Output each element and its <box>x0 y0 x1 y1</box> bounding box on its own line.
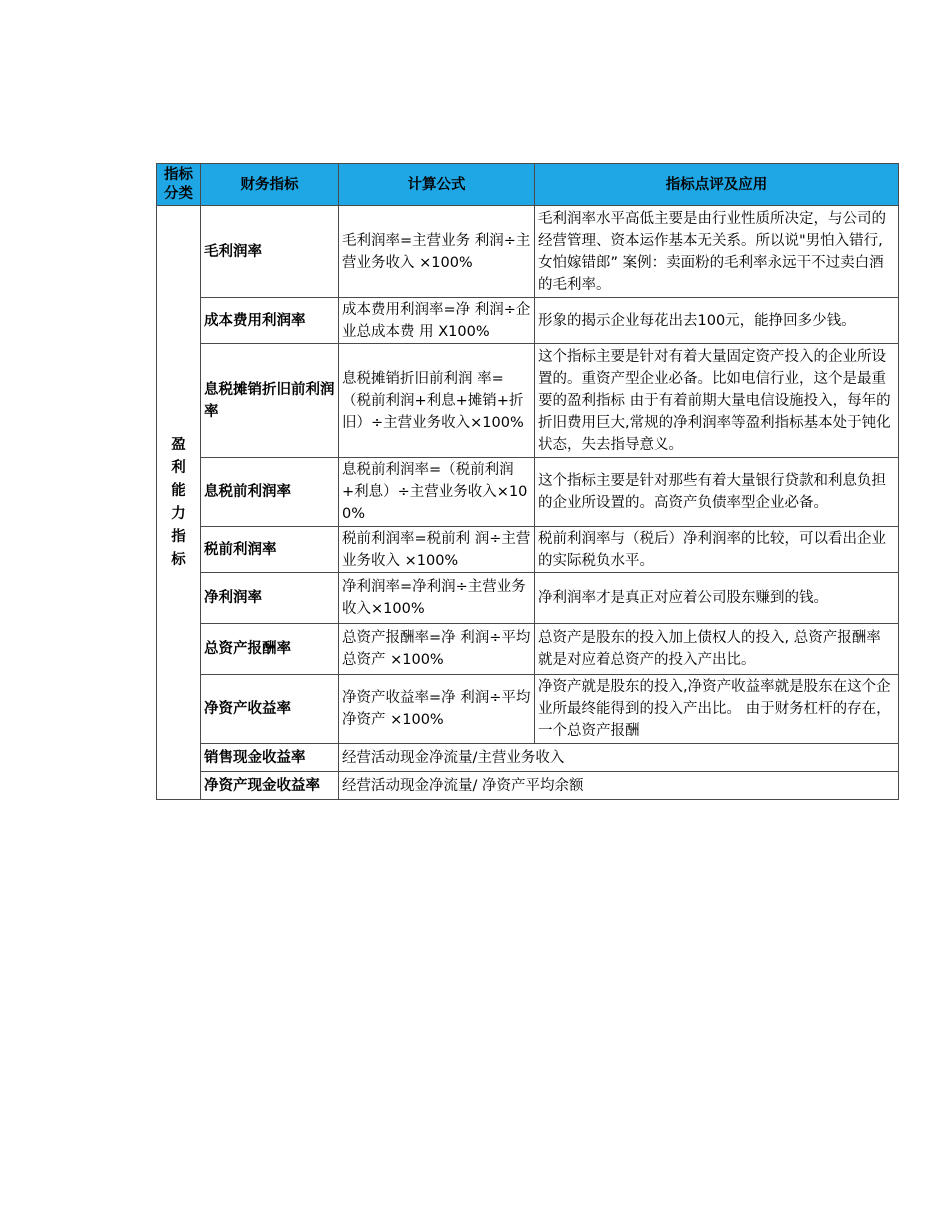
indicator-name: 销售现金收益率 <box>201 744 339 772</box>
formula-cell: 净利润率=净利润÷主营业务收入×100% <box>339 573 535 624</box>
comment-cell: 形象的揭示企业每花出去100元，能挣回多少钱。 <box>535 298 899 344</box>
table-row <box>157 772 899 800</box>
comment-cell: 这个指标主要是针对有着大量固定资产投入的企业所设置的。重资产型企业必备。比如电信行业，这个是最重要的盈利指标 由于有着前期大量电信设施投入，每年的折旧费用巨大,常规的净利润率等盈利指标基本处于钝化状态，失去指导意义。 <box>535 344 899 458</box>
category-char: 利 <box>171 459 186 476</box>
financial-indicators-table <box>156 163 899 800</box>
indicator-name: 息税摊销折旧前利润率 <box>201 344 339 458</box>
indicator-name: 息税前利润率 <box>201 458 339 527</box>
formula-cell: 总资产报酬率=净 利润÷平均总资产 ×100% <box>339 624 535 675</box>
header-category: 指标分类 <box>157 164 201 206</box>
formula-cell: 净资产收益率=净 利润÷平均净资产 ×100% <box>339 675 535 744</box>
category-char: 盈 <box>171 436 186 453</box>
formula-cell: 经营活动现金净流量/主营业务收入 <box>339 744 899 772</box>
indicator-name: 成本费用利润率 <box>201 298 339 344</box>
comment-cell: 总资产是股东的投入加上债权人的投入, 总资产报酬率就是对应着总资产的投入产出比。 <box>535 624 899 675</box>
table-row <box>157 527 899 573</box>
category-char: 指 <box>171 528 186 545</box>
indicator-name: 净利润率 <box>201 573 339 624</box>
header-indicator: 财务指标 <box>201 164 339 206</box>
table-row <box>157 458 899 527</box>
category-char: 力 <box>171 505 186 522</box>
formula-cell: 息税摊销折旧前利润 率=（税前利润+利息+摊销+折旧）÷主营业务收入×100% <box>339 344 535 458</box>
table-row <box>157 675 899 744</box>
comment-cell: 净利润率才是真正对应着公司股东赚到的钱。 <box>535 573 899 624</box>
comment-cell: 毛利润率水平高低主要是由行业性质所决定，与公司的经营管理、资本运作基本无关系。所以说"男怕入错行,女怕嫁错郎” 案例：卖面粉的毛利率永远干不过卖白酒的毛利率。 <box>535 206 899 298</box>
category-cell <box>157 206 201 800</box>
table-header-row <box>157 164 899 206</box>
table-row <box>157 298 899 344</box>
comment-cell: 这个指标主要是针对那些有着大量银行贷款和利息负担的企业所设置的。高资产负债率型企业必备。 <box>535 458 899 527</box>
table-row <box>157 206 899 298</box>
table-row <box>157 744 899 772</box>
formula-cell: 成本费用利润率=净 利润÷企业总成本费 用 X100% <box>339 298 535 344</box>
category-char: 能 <box>171 482 186 499</box>
indicator-name: 净资产收益率 <box>201 675 339 744</box>
indicator-name: 税前利润率 <box>201 527 339 573</box>
header-formula: 计算公式 <box>339 164 535 206</box>
comment-cell: 税前利润率与（税后）净利润率的比较，可以看出企业的实际税负水平。 <box>535 527 899 573</box>
indicator-name: 毛利润率 <box>201 206 339 298</box>
formula-cell: 经营活动现金净流量/ 净资产平均余额 <box>339 772 899 800</box>
indicator-name: 总资产报酬率 <box>201 624 339 675</box>
formula-cell: 税前利润率=税前利 润÷主营业务收入 ×100% <box>339 527 535 573</box>
comment-cell: 净资产就是股东的投入,净资产收益率就是股东在这个企业所最终能得到的投入产出比。 由于财务杠杆的存在，一个总资产报酬 <box>535 675 899 744</box>
indicator-name: 净资产现金收益率 <box>201 772 339 800</box>
table-row <box>157 624 899 675</box>
table-row <box>157 573 899 624</box>
category-char: 标 <box>171 551 186 568</box>
formula-cell: 毛利润率=主营业务 利润÷主营业务收入 ×100% <box>339 206 535 298</box>
header-comment: 指标点评及应用 <box>535 164 899 206</box>
table-row <box>157 344 899 458</box>
formula-cell: 息税前利润率=（税前利润+利息）÷主营业务收入×100% <box>339 458 535 527</box>
